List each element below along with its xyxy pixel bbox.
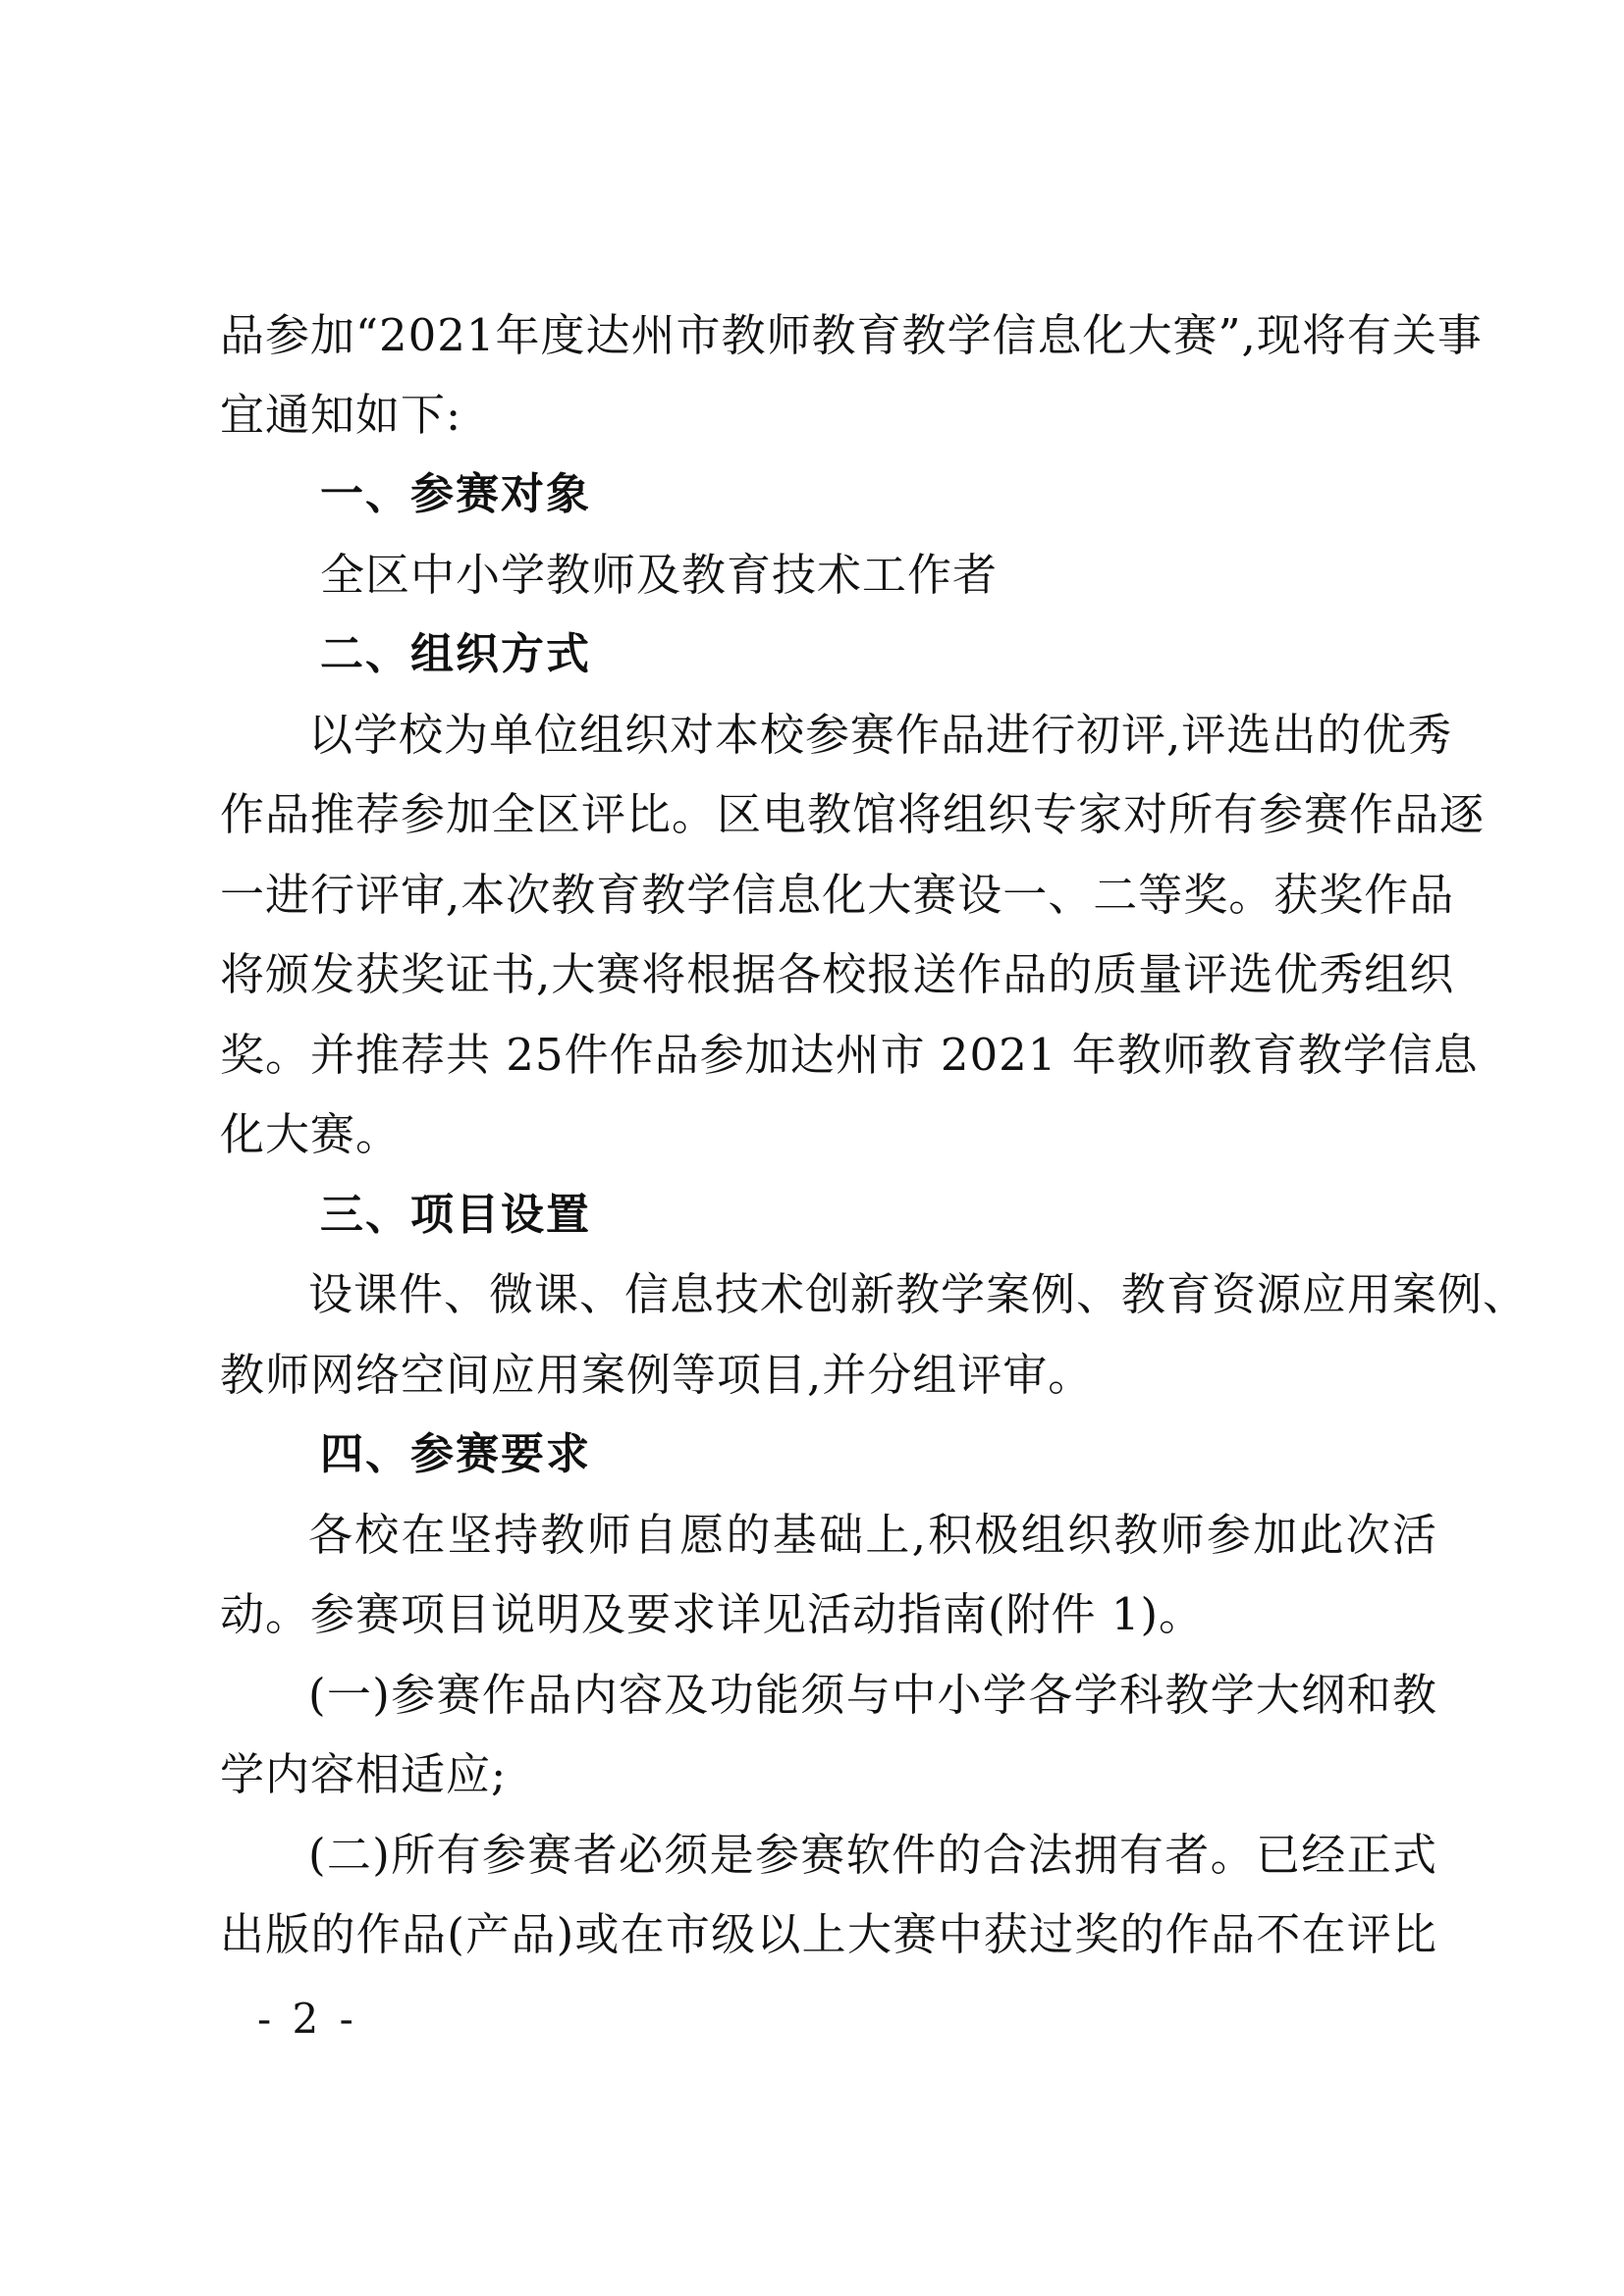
paragraph-line: 品参加“2021年度达州市教师教育教学信息化大赛”,现将有关事	[220, 309, 1483, 361]
paragraph-line: 化大赛。	[220, 1108, 402, 1160]
paragraph-line: 出版的作品(产品)或在市级以上大赛中获过奖的作品不在评比	[220, 1908, 1437, 1960]
paragraph-line: 以学校为单位组织对本校参赛作品进行初评,评选出的优秀	[308, 709, 1453, 761]
paragraph-line: 各校在坚持教师自愿的基础上,积极组织教师参加此次活	[308, 1509, 1437, 1561]
section-heading-1: 一、参赛对象	[320, 469, 591, 519]
paragraph-line: 作品推荐参加全区评比。区电教馆将组织专家对所有参赛作品逐	[220, 788, 1486, 840]
paragraph-line: 一进行评审,本次教育教学信息化大赛设一、二等奖。获奖作品	[220, 869, 1455, 921]
section-heading-2: 二、组织方式	[320, 629, 591, 679]
paragraph-line: (二)所有参赛者必须是参赛软件的合法拥有者。已经正式	[308, 1829, 1437, 1881]
paragraph-line: 奖。并推荐共 25件作品参加达州市 2021 年教师教育教学信息	[220, 1029, 1479, 1081]
paragraph-line: 宜通知如下:	[220, 389, 462, 441]
paragraph-line: 动。参赛项目说明及要求详见活动指南(附件 1)。	[220, 1588, 1205, 1640]
section-heading-4: 四、参赛要求	[320, 1429, 591, 1479]
paragraph-line: 设课件、微课、信息技术创新教学案例、教育资源应用案例、	[308, 1268, 1529, 1320]
paragraph-line: 将颁发获奖证书,大赛将根据各校报送作品的质量评选优秀组织	[220, 948, 1455, 1000]
paragraph-line: 全区中小学教师及教育技术工作者	[320, 549, 999, 601]
paragraph-line: 学内容相适应;	[220, 1748, 508, 1800]
paragraph-line: (一)参赛作品内容及功能须与中小学各学科教学大纲和教	[308, 1669, 1437, 1721]
section-heading-3: 三、项目设置	[320, 1190, 591, 1240]
page-number: - 2 -	[257, 1995, 357, 2043]
paragraph-line: 教师网络空间应用案例等项目,并分组评审。	[220, 1349, 1094, 1401]
